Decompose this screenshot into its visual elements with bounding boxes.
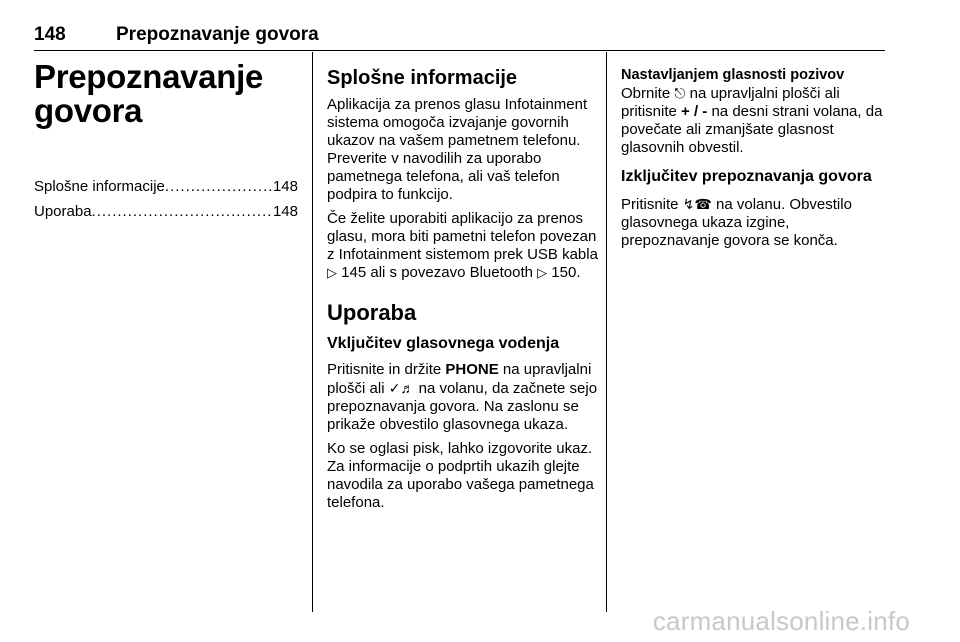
subheading-prompt-volume: Nastavljanjem glasnosti pozivov — [621, 67, 845, 83]
toc-item[interactable] — [34, 199, 298, 224]
right-column — [621, 66, 885, 256]
toc-leader-dots — [92, 199, 273, 224]
middle-column — [327, 66, 599, 518]
section-heading-usage: Uporaba — [327, 300, 417, 325]
paragraph: Ko se oglasi pisk, lahko izgovorite ukaz. Za informacije o podprtih ukazih glejte navodila za uporabo vašega pametnega telefona. — [327, 440, 594, 511]
paragraph: Pritisnite in držite PHONE na upravljalni plošči ali ✓♬ na volanu, da začnete sejo prepoznavanja govora. Na zaslonu se prikaže obvestilo glasovnega ukaza. — [327, 361, 598, 433]
watermark: carmanualsonline.info — [652, 606, 910, 636]
volume-knob-icon: ⎋ — [674, 85, 686, 101]
section-heading-general: Splošne informacije — [327, 67, 518, 89]
toc-item-label: Splošne informacije — [34, 178, 165, 195]
toc-item-page: 148 — [272, 203, 298, 220]
reference-arrow-icon: ▷ — [327, 265, 337, 280]
toc-item-label: Uporaba — [34, 203, 92, 220]
toc-leader-dots — [165, 174, 273, 199]
paragraph: Pritisnite ↯☎ na volanu. Obvestilo glasovnega ukaza izgine, prepoznavanje govora se konča. — [621, 196, 852, 249]
paragraph: Aplikacija za prenos glasu Infotainment sistema omogoča izvajanje govornih ukazov na vašem pametnem telefonu. Preverite v navodilih za uporabo pametnega telefona, ali vaš telefon podpira to funkcijo. — [327, 96, 588, 203]
paragraph: Če želite uporabiti aplikacijo za prenos glasu, mora biti pametni telefon povezan z Infotainment sistemom prek USB kabla ▷ 145 ali s povezavo Bluetooth ▷ 150. — [327, 210, 598, 281]
chapter-title: Prepoznavanje govora — [34, 58, 264, 129]
table-of-contents — [34, 174, 298, 224]
reference-arrow-icon: ▷ — [537, 265, 548, 280]
phone-voice-icon: ✓♬ — [388, 380, 415, 396]
left-column — [34, 60, 298, 224]
running-title: Prepoznavanje govora — [116, 24, 319, 45]
paragraph: Obrnite ⎋ na upravljalni plošči ali pritisnite + / - na desni strani volana, da povečate ali zmanjšate glasnost glasovnih obvestil. — [621, 85, 883, 156]
column-divider-1 — [312, 52, 313, 612]
toc-item[interactable] — [34, 174, 298, 199]
toc-item-page: 148 — [272, 178, 298, 195]
page-header — [34, 8, 885, 51]
column-divider-2 — [606, 52, 607, 612]
subheading-voice-activation: Vključitev glasovnega vodenja — [327, 335, 560, 352]
subheading-deactivate-voice: Izključitev prepoznavanja govora — [621, 168, 872, 185]
mute-end-call-icon: ↯☎ — [682, 196, 712, 212]
page-number: 148 — [34, 24, 66, 45]
